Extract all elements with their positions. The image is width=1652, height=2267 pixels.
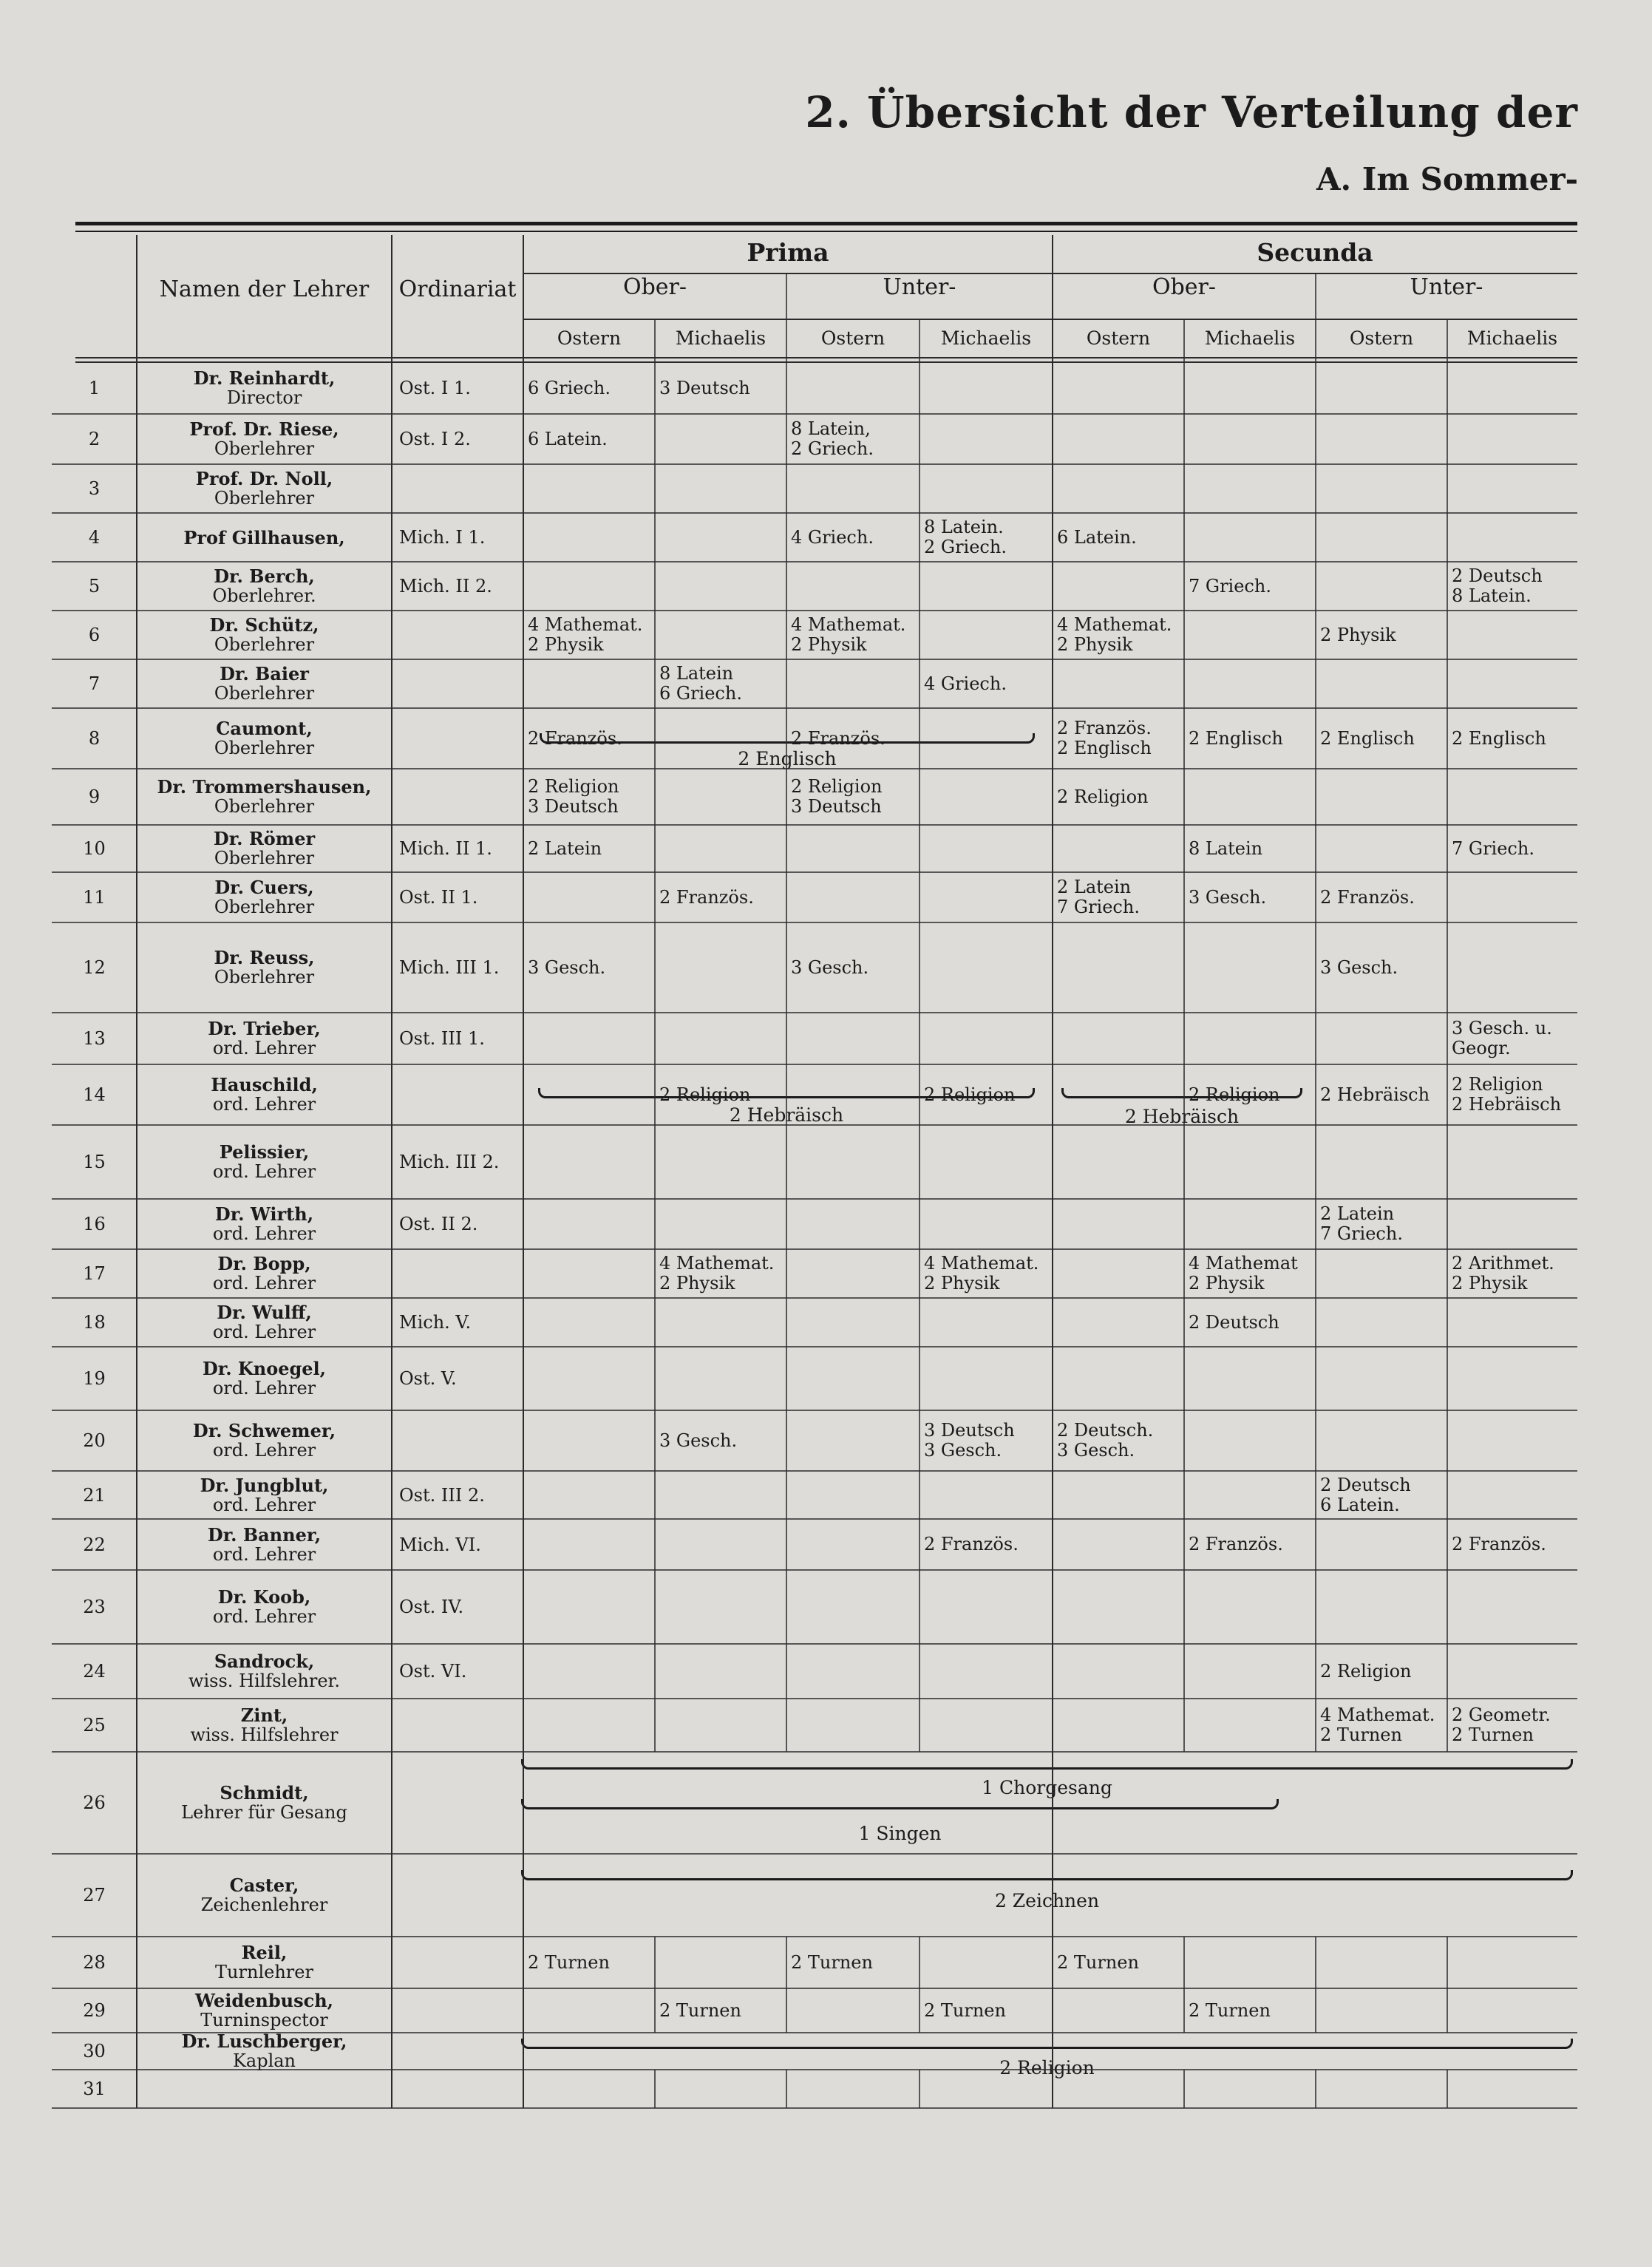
lesson-entry-line: 3 Gesch. [924, 1440, 1002, 1461]
teacher-name-text: Caster, [229, 1875, 299, 1896]
teacher-role: ord. Lehrer [212, 1494, 316, 1515]
lesson-entry-line: 4 Mathemat. [924, 1253, 1039, 1274]
lesson-entry-line: 3 Gesch. [1189, 886, 1267, 908]
teacher-name-text: Dr. Cuers, [214, 877, 314, 898]
teacher-role: Turninspector [200, 2010, 328, 2030]
lesson-entry-line: 2 Physik [924, 1273, 1000, 1294]
teacher-name-text: Pelissier, [219, 1141, 310, 1163]
subheader-ostern-3: Ostern [820, 327, 886, 349]
lesson-entry-line: 3 Deutsch [924, 1420, 1015, 1441]
lesson-entry-line: 2 Deutsch [1320, 1474, 1411, 1495]
ordinariat-value: Ost. VI. [399, 1661, 467, 1682]
teacher-name-text: Dr. Wulff, [217, 1302, 312, 1323]
subheader-michaelis-2: Michaelis [675, 327, 766, 349]
header-prima-ober: Ober- [622, 274, 687, 300]
row-number: 21 [83, 1484, 106, 1506]
teacher-name-text: Dr. Berch, [214, 565, 315, 587]
teacher-name-text: Dr. Trommershausen, [157, 776, 372, 798]
ordinariat-value: Ost. III 2. [399, 1484, 485, 1506]
lesson-entry-line: 8 Latein. [924, 517, 1004, 537]
teacher-role: Oberlehrer [214, 796, 315, 817]
lesson-entry-line: 3 Deutsch [791, 796, 882, 817]
lesson-entry-line: 7 Griech. [1057, 897, 1140, 917]
teacher-name-text: Dr. Reuss, [214, 947, 315, 968]
lesson-entry-line: 2 Religion [528, 776, 619, 797]
ordinariat-value: Ost. I 1. [399, 378, 471, 398]
teacher-role: wiss. Hilfslehrer. [188, 1670, 341, 1691]
subheader-ostern-5: Ostern [1086, 327, 1151, 349]
lesson-entry-line: 2 Latein [1320, 1203, 1395, 1224]
ordinariat-value: Mich. II 2. [399, 576, 492, 597]
lesson-entry-line: 2 Französ. [528, 727, 622, 749]
teacher-name-text: Prof Gillhausen, [183, 526, 345, 548]
lesson-entry-line: 2 Physik [528, 634, 604, 655]
lesson-entry-line: 2 Turnen [1320, 1724, 1402, 1745]
lesson-entry-line: 3 Gesch. [1320, 956, 1398, 978]
teacher-name-text: Dr. Wirth, [214, 1203, 314, 1225]
lesson-entry-line: 2 Physik [1320, 624, 1396, 645]
span-hebraeisch-secunda: 2 Hebräisch [1124, 1106, 1240, 1127]
lesson-entry-line: 8 Latein [659, 663, 734, 684]
lesson-entry-line: 2 Deutsch. [1057, 1420, 1154, 1441]
row-number: 24 [83, 1661, 106, 1682]
teacher-name-text: Reil, [241, 1942, 288, 1963]
lesson-entry-line: 4 Griech. [924, 673, 1007, 694]
header-ordinariat: Ordinariat [398, 276, 517, 302]
row-number: 23 [83, 1597, 106, 1617]
teacher-role: Oberlehrer. [212, 585, 316, 606]
teacher-name-text: Sandrock, [214, 1651, 315, 1672]
row-number: 10 [83, 838, 106, 859]
row-number: 18 [83, 1312, 106, 1333]
teacher-name-text: Dr. Baier [220, 663, 309, 684]
teacher-name-text: Dr. Reinhardt, [193, 367, 336, 389]
row-number: 5 [88, 576, 101, 597]
row-number: 15 [83, 1152, 106, 1172]
teacher-role: Oberlehrer [214, 438, 315, 459]
lesson-entry-line: 2 Physik [791, 634, 867, 655]
teacher-name-text: Schmidt, [220, 1782, 309, 1804]
teacher-role: Director [226, 387, 302, 408]
span-singen: 1 Singen [858, 1823, 942, 1844]
ordinariat-value: Mich. III 2. [399, 1152, 500, 1172]
lesson-entry-line: 2 Griech. [791, 438, 874, 459]
lesson-entry-line: 2 Englisch [1189, 727, 1283, 749]
teacher-name-text: Prof. Dr. Noll, [195, 468, 333, 489]
lesson-entry-line: 2 Religion [924, 1084, 1016, 1105]
subheader-michaelis-4: Michaelis [940, 327, 1032, 349]
row-number: 26 [83, 1792, 106, 1813]
teacher-role: Oberlehrer [214, 634, 315, 655]
ordinariat-value: Ost. V. [399, 1368, 457, 1389]
teacher-name-text: Weidenbusch, [194, 1990, 334, 2011]
lesson-entry-line: 2 Turnen [1452, 1724, 1534, 1745]
teacher-role: wiss. Hilfslehrer [190, 1724, 339, 1745]
lesson-entry-line: 2 Turnen [659, 1999, 741, 2021]
lesson-entry-line: 2 Französ. [924, 1534, 1019, 1554]
lesson-entry-line: 2 Englisch [1057, 738, 1152, 758]
lesson-entry-line: 4 Mathemat [1189, 1253, 1298, 1274]
row-number: 1 [88, 378, 101, 398]
lesson-entry-line: 2 Religion [659, 1084, 751, 1105]
lesson-entry-line: 2 Latein [1057, 877, 1132, 897]
row-number: 9 [88, 786, 101, 807]
lesson-entry-line: 6 Latein. [1320, 1494, 1400, 1515]
lesson-entry-line: 2 Französ. [659, 886, 754, 908]
teacher-name-text: Dr. Schütz, [209, 614, 319, 636]
teacher-name-text: Dr. Bopp, [217, 1253, 311, 1274]
lesson-entry-line: 2 Religion [1452, 1074, 1543, 1095]
lesson-entry-line: 2 Physik [1057, 634, 1133, 655]
subheader-ostern-7: Ostern [1349, 327, 1414, 349]
teacher-name-text: Dr. Römer [213, 828, 316, 849]
teacher-name-text: Dr. Banner, [207, 1523, 322, 1546]
row-number: 20 [83, 1430, 106, 1451]
lesson-entry-line: 6 Griech. [659, 683, 742, 704]
span-hebraeisch-prima: 2 Hebräisch [729, 1104, 844, 1126]
header-secunda-ober: Ober- [1152, 274, 1217, 300]
teacher-role: Oberlehrer [214, 967, 315, 988]
lesson-entry-line: 2 Französ. [1320, 886, 1415, 908]
row-number: 12 [83, 957, 106, 978]
teacher-role: Zeichenlehrer [200, 1894, 328, 1915]
header-secunda: Secunda [1257, 238, 1373, 267]
lesson-entry-line: 2 Religion [1057, 786, 1149, 807]
lesson-entry-line: 2 Französ. [1189, 1534, 1283, 1554]
teacher-name-text: Dr. Jungblut, [200, 1474, 329, 1496]
lesson-entry-line: 2 Physik [1189, 1273, 1265, 1294]
lesson-entry-line: 2 Latein [528, 837, 602, 859]
lesson-entry-line: 7 Griech. [1189, 575, 1271, 597]
lesson-entry-line: 2 Deutsch [1189, 1311, 1279, 1333]
row-number: 4 [88, 527, 101, 548]
row-number: 8 [88, 728, 101, 749]
teacher-name-text: Dr. Koob, [217, 1586, 311, 1608]
teacher-role: Lehrer für Gesang [181, 1802, 347, 1823]
teacher-role: ord. Lehrer [212, 1322, 316, 1342]
row-number: 3 [88, 478, 101, 499]
teacher-name-text: Prof. Dr. Riese, [189, 418, 339, 440]
teacher-role: ord. Lehrer [212, 1094, 316, 1115]
teacher-role: Turnlehrer [215, 1962, 313, 1982]
ordinariat-value: Ost. II 1. [399, 887, 478, 908]
lesson-entry-line: 6 Griech. [528, 377, 611, 398]
lesson-entry-line: 4 Mathemat. [1057, 614, 1172, 635]
lesson-entry-line: 2 Turnen [791, 1951, 873, 1973]
header-names: Namen der Lehrer [159, 276, 370, 302]
row-number: 30 [83, 2041, 106, 2062]
lesson-entry-line: 6 Latein. [1057, 526, 1137, 548]
row-number: 29 [83, 2000, 106, 2021]
subheader-michaelis-8: Michaelis [1466, 327, 1558, 349]
lesson-entry-line: 4 Mathemat. [528, 614, 643, 635]
lesson-entry-line: 7 Griech. [1452, 837, 1534, 859]
ordinariat-value: Mich. II 1. [399, 838, 492, 859]
teacher-role: Oberlehrer [214, 488, 315, 509]
lesson-entry-line: 2 Turnen [528, 1951, 610, 1973]
span-religion: 2 Religion [999, 2057, 1095, 2079]
teacher-role: Oberlehrer [214, 848, 315, 869]
teacher-name-text: Caumont, [216, 718, 313, 739]
row-number: 25 [83, 1715, 106, 1736]
ordinariat-value: Mich. VI. [399, 1534, 481, 1555]
lesson-entry-line: 6 Latein. [528, 428, 608, 449]
row-number: 22 [83, 1534, 106, 1555]
teacher-role: ord. Lehrer [212, 1161, 316, 1182]
lesson-entry-line: 4 Mathemat. [791, 614, 906, 635]
teacher-role: Oberlehrer [214, 683, 315, 704]
teacher-role: ord. Lehrer [212, 1543, 316, 1565]
lesson-entry-line: 8 Latein [1189, 837, 1263, 859]
lesson-entry-line: 2 Physik [1452, 1273, 1528, 1294]
page-subtitle: A. Im Sommer- [1316, 161, 1578, 197]
lesson-entry-line: 2 Physik [659, 1273, 735, 1294]
lesson-entry-line: 3 Deutsch [659, 377, 750, 398]
ordinariat-value: Mich. III 1. [399, 957, 500, 978]
lesson-entry-line: 2 Geometr. [1452, 1705, 1551, 1725]
lesson-entry-line: 2 Religion [1320, 1660, 1412, 1682]
header-secunda-unter: Unter- [1410, 274, 1483, 300]
teacher-name-text: Hauschild, [211, 1074, 318, 1095]
ordinariat-value: Mich. I 1. [399, 527, 486, 548]
row-number: 19 [83, 1368, 106, 1389]
row-number: 14 [83, 1084, 106, 1105]
lesson-entry-line: 2 Deutsch [1452, 565, 1543, 586]
ordinariat-value: Ost. IV. [399, 1597, 464, 1617]
teacher-role: ord. Lehrer [212, 1606, 316, 1627]
teacher-name-text: Dr. Trieber, [208, 1018, 321, 1039]
ordinariat-value: Ost. I 2. [399, 429, 471, 449]
lesson-entry-line: 2 Hebräisch [1320, 1084, 1430, 1105]
teacher-role: ord. Lehrer [212, 1378, 316, 1398]
lesson-entry-line: 2 Französ. [791, 727, 886, 749]
row-number: 31 [83, 2079, 106, 2099]
teacher-name-text: Zint, [240, 1705, 288, 1726]
lesson-entry-line: 2 Hebräisch [1452, 1094, 1562, 1115]
subheader-ostern-1: Ostern [557, 327, 622, 349]
lesson-entry-line: 2 Französ. [1452, 1534, 1546, 1554]
lesson-entry-line: 3 Gesch. [528, 956, 606, 978]
teacher-name-text: Dr. Knoegel, [202, 1358, 327, 1379]
teacher-role: Oberlehrer [214, 738, 315, 758]
lesson-entry-line: 2 Turnen [1189, 1999, 1271, 2021]
ordinariat-value: Ost. III 1. [399, 1028, 485, 1049]
subheader-michaelis-6: Michaelis [1204, 327, 1296, 349]
row-number: 13 [83, 1028, 106, 1049]
row-number: 7 [88, 673, 101, 694]
header-prima: Prima [747, 238, 829, 267]
teacher-name-text: Dr. Schwemer, [192, 1420, 336, 1441]
lesson-entry-line: 7 Griech. [1320, 1223, 1403, 1244]
span-chorgesang: 1 Chorgesang [982, 1777, 1112, 1798]
lesson-entry-line: 3 Deutsch [528, 796, 619, 817]
lesson-entry-line: 4 Mathemat. [659, 1253, 775, 1274]
lesson-entry-line: 2 Englisch [1320, 727, 1415, 749]
row-number: 16 [83, 1214, 106, 1234]
row-number: 2 [88, 429, 101, 449]
lesson-entry-line: 8 Latein. [1452, 585, 1532, 606]
lesson-entry-line: 2 Französ. [1057, 718, 1152, 738]
page-title: 2. Übersicht der Verteilung der [805, 87, 1578, 137]
ordinariat-value: Mich. V. [399, 1312, 472, 1333]
row-number: 6 [88, 625, 101, 645]
lesson-entry-line: 2 Arithmet. [1452, 1253, 1554, 1274]
row-number: 17 [83, 1263, 106, 1284]
lesson-entry-line: 4 Mathemat. [1320, 1705, 1435, 1725]
lesson-entry-line: 2 Religion [791, 776, 883, 797]
lesson-entry-line: 2 Turnen [924, 1999, 1006, 2021]
teacher-name-text: Dr. Luschberger, [181, 2030, 347, 2052]
teacher-role: ord. Lehrer [212, 1038, 316, 1058]
lesson-entry-line: 3 Gesch. [1057, 1440, 1135, 1461]
teacher-role: ord. Lehrer [212, 1273, 316, 1294]
lesson-entry-line: Geogr. [1452, 1038, 1511, 1058]
lesson-entry-line: 8 Latein, [791, 418, 871, 439]
row-number: 28 [83, 1952, 106, 1973]
teacher-role: ord. Lehrer [212, 1440, 316, 1461]
ordinariat-value: Ost. II 2. [399, 1214, 478, 1234]
span-englisch: 2 Englisch [738, 748, 837, 769]
lesson-entry-line: 2 Turnen [1057, 1951, 1139, 1973]
teacher-role: ord. Lehrer [212, 1223, 316, 1244]
lesson-entry-line: 4 Griech. [791, 526, 874, 548]
teacher-role: Kaplan [232, 2050, 296, 2071]
lesson-entry-line: 3 Gesch. [791, 956, 869, 978]
lesson-entry-line: 3 Gesch. u. [1452, 1018, 1552, 1039]
lesson-entry-line: 2 Englisch [1452, 727, 1546, 749]
header-prima-unter: Unter- [883, 274, 956, 300]
lesson-entry-line: 2 Griech. [924, 537, 1007, 557]
lesson-entry-line: 3 Gesch. [659, 1430, 738, 1451]
row-number: 27 [83, 1885, 106, 1906]
teacher-role: Oberlehrer [214, 897, 315, 917]
span-zeichnen: 2 Zeichnen [994, 1890, 1100, 1911]
lesson-entry-line: 2 Religion [1189, 1084, 1280, 1105]
row-number: 11 [83, 887, 106, 908]
